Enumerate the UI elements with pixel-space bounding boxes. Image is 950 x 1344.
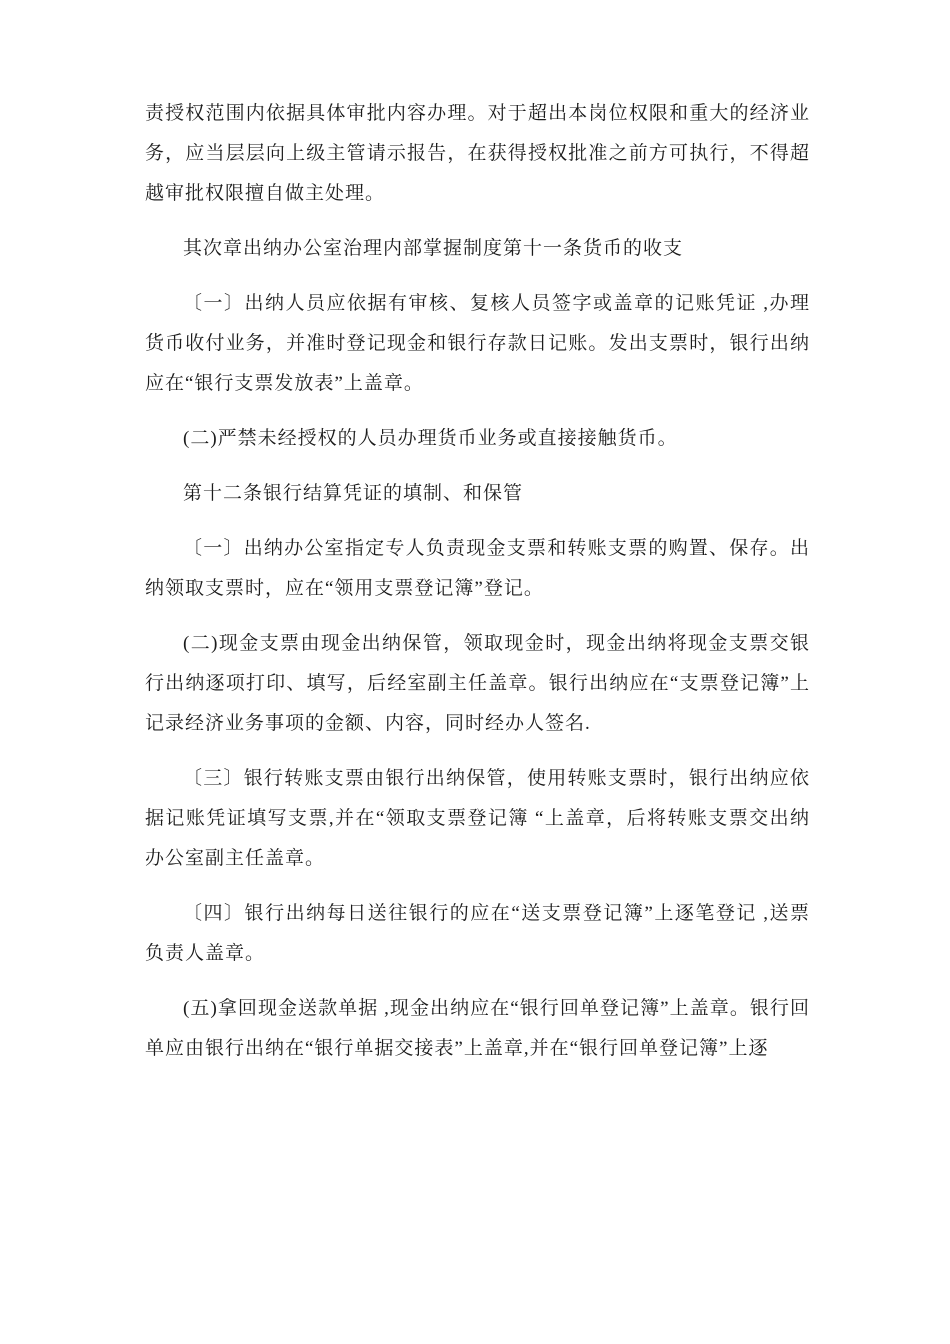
- paragraph-item-1: 〔一〕出纳人员应依据有审核、复核人员签字或盖章的记账凭证 ,办理货币收付业务，并准时登记现金和银行存款日记账。发出支票时，银行出纳应在“银行支票发放表”上盖章。: [145, 293, 810, 394]
- paragraph-item-2b: (二)现金支票由现金出纳保管，领取现金时，现金出纳将现金支票交银行出纳逐项打印、填写，后经室副主任盖章。银行出纳应在“支票登记簿”上记录经济业务事项的金额、内容，同时经办人签名.: [145, 633, 810, 734]
- paragraph-item-2: (二)严禁未经授权的人员办理货币业务或直接接触货币。: [183, 428, 678, 449]
- paragraph-section-heading: 其次章出纳办公室治理内部掌握制度第十一条货币的收支: [183, 238, 684, 259]
- paragraph-item-3: 〔三〕银行转账支票由银行出纳保管，使用转账支票时，银行出纳应依据记账凭证填写支票,并在“领取支票登记簿 “上盖章，后将转账支票交出纳办公室副主任盖章。: [145, 768, 810, 869]
- paragraph-item-4: 〔四〕银行出纳每日送往银行的应在“送支票登记簿”上逐笔登记 ,送票负责人盖章。: [145, 903, 810, 964]
- paragraph-article-heading: 第十二条银行结算凭证的填制、和保管: [183, 483, 524, 504]
- paragraph-item-5: (五)拿回现金送款单据 ,现金出纳应在“银行回单登记簿”上盖章。银行回单应由银行出纳在“银行单据交接表”上盖章,并在“银行回单登记簿”上逐: [145, 998, 810, 1059]
- paragraph-continuation: 责授权范围内依据具体审批内容办理。对于超出本岗位权限和重大的经济业务，应当层层向上级主管请示报告，在获得授权批准之前方可执行，不得超越审批权限擅自做主处理。: [145, 103, 810, 204]
- paragraph-item-1b: 〔一〕出纳办公室指定专人负责现金支票和转账支票的购置、保存。出纳领取支票时，应在“领用支票登记簿”登记。: [145, 538, 810, 599]
